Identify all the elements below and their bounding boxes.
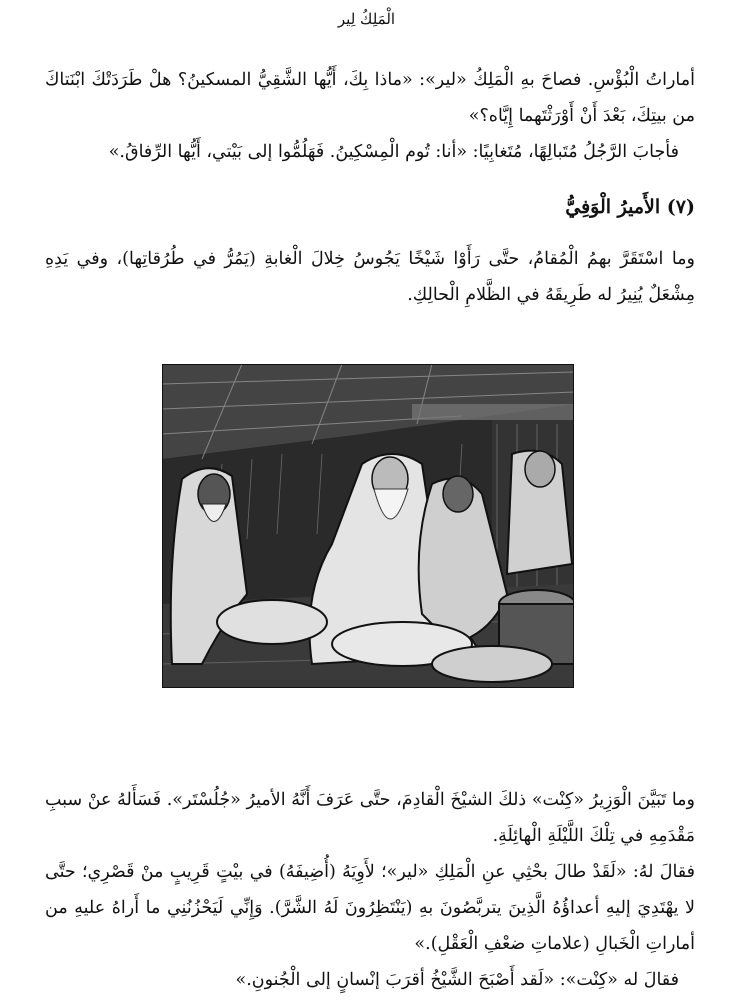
intro-paragraph-1: أماراتُ الْبُؤْسِ. فصاحَ بهِ الْمَلِكُ «لير»: «ماذا بِكَ، أَيُّها الشَّقِيُّ المسكينُ؟ هلْ طَرَدَتْكَ ابْنَتاكَ من بيتِكَ، بَعْدَ أَنْ أَوْرَثْتَهما إِيَّاه؟» — [45, 70, 695, 126]
continuation-paragraph-1: وما تَبَيَّنَ الْوَزِيرُ «كِنْت» ذلكَ الشيْخَ الْقادِمَ، حتَّى عَرَفَ أَنَّهُ الأميرُ «جُلُسْتَر». فَسَأَلهُ عنْ سببِ مَقْدَمِهِ في تِلْكَ اللَّيْلَةِ الْهائِلَةِ. — [45, 790, 695, 846]
hut-scene-drawing — [162, 364, 574, 688]
running-head: الْمَلِكُ لِير — [337, 10, 396, 28]
continuation-paragraph-3: فقالَ له «كِنْت»: «لَقد أَصْبَحَ الشَّيْخُ أقرَبَ إنْسانٍ إلى الْجُنونِ.» — [235, 970, 679, 990]
story-illustration — [162, 364, 574, 688]
section-title: (٧) الأَميرُ الْوَفِيُّ — [565, 196, 695, 218]
section-paragraph-1: وما اسْتَقَرَّ بهمُ الْمُقامُ، حتَّى رَأَوْا شَيْخًا يَجُوسُ خِلالَ الْغابةِ (يَمُرُّ في طُرُقاتِها)، وفي يَدِهِ مِشْعَلٌ يُنِيرُ له طَرِيقَهُ في الظَّلامِ الْحالِكِ. — [45, 249, 695, 305]
continuation-paragraph-2: فقالَ لهُ: «لَقَدْ طالَ بحْثِي عنِ الْمَلِكِ «لير»؛ لأَوِيَهُ (أُضِيفَهُ) في بيْتٍ قَرِيبٍ منْ قَصْرِي؛ حتَّى لا يهْتَدِيَ إليهِ أعداؤُهُ الَّذِينَ يتربَّصُونَ بهِ (يَنْتَظِرُونَ لَهُ الشَّرَّ). وَإِنِّي لَيَحْزُنُنِي ما أَراهُ عليهِ من أماراتِ الْخَبالِ (علاماتِ ضعْفِ الْعَقْلِ).» — [45, 862, 695, 954]
intro-paragraph-2: فأجابَ الرَّجُلُ مُتَبالِهًا، مُتَغابِيًا: «أنا: تُوم الْمِسْكِينُ. فَهَلُمُّوا إلى بَيْتي، أَيُّها الرِّفاقُ.» — [108, 142, 679, 162]
